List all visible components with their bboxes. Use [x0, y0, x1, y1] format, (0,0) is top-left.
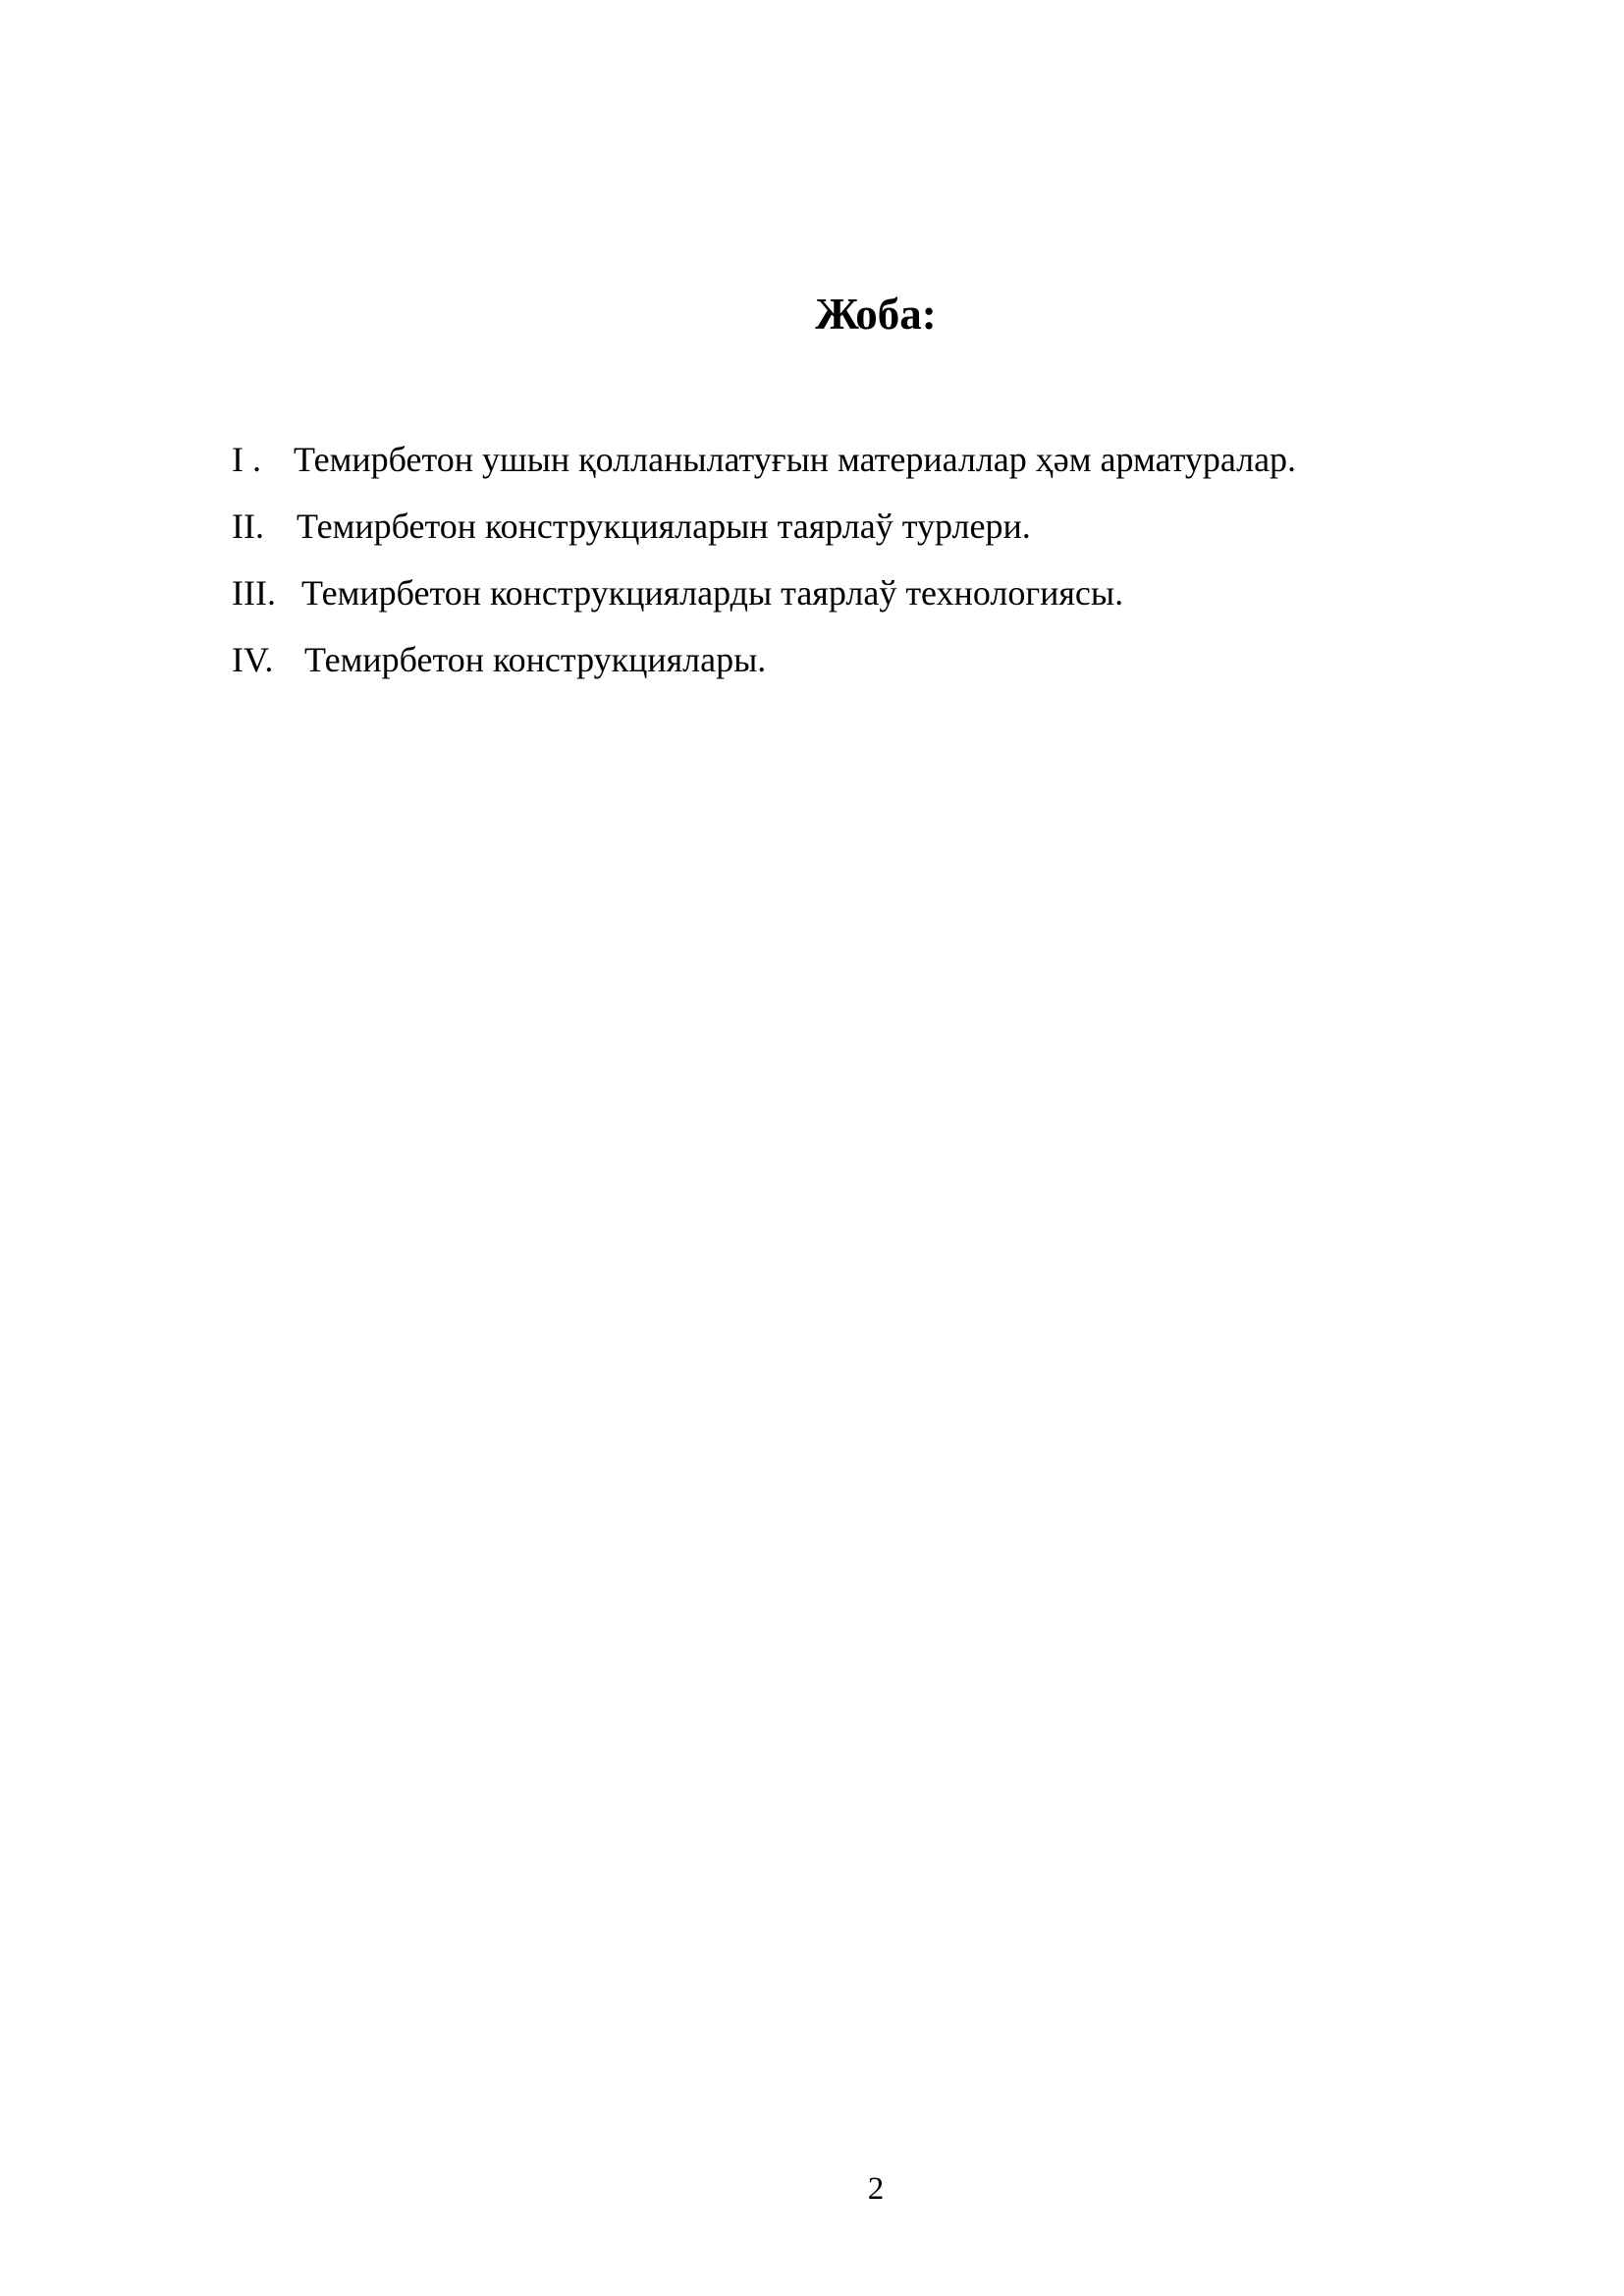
- plan-item-number: IV.: [232, 640, 274, 679]
- plan-item-2: [232, 499, 1296, 565]
- plan-item-4: [232, 632, 1296, 699]
- plan-item-number: III.: [232, 573, 276, 613]
- plan-item-text: Темирбетон ушын қолланылатуғын материаллар ҳәм арматуралар.: [294, 440, 1297, 479]
- page-number: 2: [867, 2171, 885, 2207]
- plan-item-text: Темирбетон конструкцияларды таярлаў технологиясы.: [301, 573, 1124, 613]
- plan-item-number: I .: [232, 440, 261, 479]
- page-title: Жоба:: [815, 290, 937, 339]
- plan-item-3: [232, 565, 1296, 632]
- plan-item-text: Темирбетон конструкциялары.: [304, 640, 767, 679]
- plan-item-text: Темирбетон конструкцияларын таярлаў турлери.: [297, 507, 1031, 546]
- plan-item-1: [232, 432, 1296, 499]
- plan-item-number: II.: [232, 507, 264, 546]
- plan-list: [232, 432, 1296, 699]
